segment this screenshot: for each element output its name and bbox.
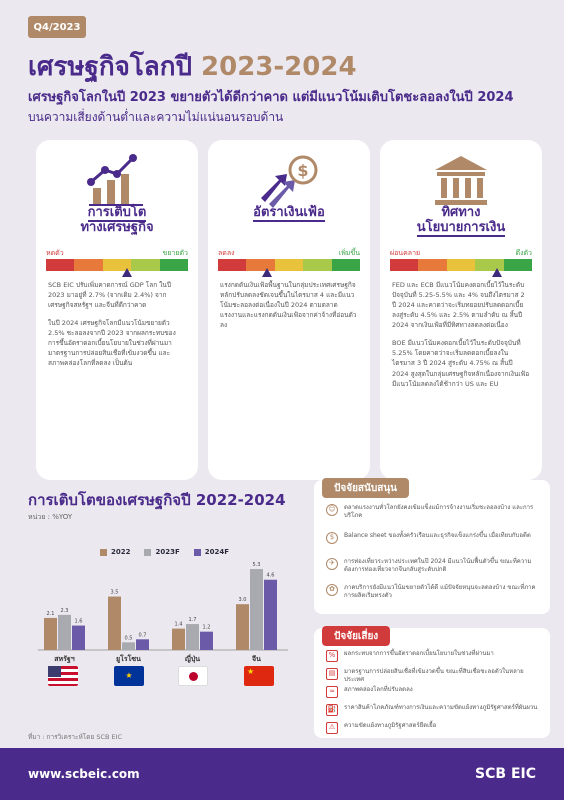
legend-item-2024f: 2024F [194,548,229,556]
bar-2022-1 [108,597,121,650]
chart-legend [100,548,229,556]
support-item: ✿ ภาคบริการยังมีแนวโน้มขยายตัวได้ดี แม้ปัจจัยหนุนจะลดลงบ้าง ขณะที่ภาคการผลิตเริ่มทรงตัว [326,584,540,601]
support-item: $ Balance sheet ของทั้งครัวเรือนและธุรกิจแข็งแกร่งขึ้น เมื่อเทียบกับอดีต [326,532,540,544]
bar-2024F-0 [72,626,85,650]
growth-chart-icon [85,152,149,208]
growth-chart-title: การเติบโตของเศรษฐกิจปี 2022-2024 [28,491,286,509]
page-title [28,46,357,87]
bank-building-icon [429,152,493,208]
risk-factors-panel [314,628,550,738]
us-flag-icon [48,666,78,686]
card-inflation [208,140,370,480]
category-label: จีน [252,655,261,663]
category-label: สหรัฐฯ [54,655,75,663]
card-text-2: ในปี 2024 เศรษฐกิจโลกมีแนวโน้มขยายตัว 2.5% ชะลอลงจากปี 2023 จากผลกระทบของการขึ้นอัตราดอกเบี้ยนโยบายในช่วงที่ผ่านมา มาตรฐานการปล่อยสินเชื่อที่เข้มงวดขึ้น และสภาพคล่องโลกที่ลดลง เป็นต้น [48,319,176,368]
scale-left-label: หดตัว [46,249,64,257]
inflation-arrows-dollar-icon [257,152,321,208]
scale-marker [492,268,502,277]
scale-right-label: ตึงตัว [515,249,532,257]
conflict-icon: ⚠ [326,722,338,734]
card-monetary-policy [380,140,542,480]
bar-2024F-1 [136,639,149,650]
bar-2023F-1 [122,642,135,650]
support-factors-panel [314,480,550,614]
data-label: 5.3 [252,562,261,569]
legend-item-2022: 2022 [100,548,130,556]
card-text: SCB EIC ปรับเพิ่มคาดการณ์ GDP โลก ในปี 2023 มาอยู่ที่ 2.7% (จากเดิม 2.4%) จากเศรษฐกิจสหรัฐฯ และจีนที่ดีกว่าคาด [48,281,171,310]
risk-title: ปัจจัยเสี่ยง [322,626,390,646]
bar-2022-0 [44,618,57,650]
legend-item-2023f: 2023F [144,548,179,556]
quarter-badge: Q4/2023 [28,16,86,38]
card-title-2: ทางเศรษฐกิจ [80,219,154,235]
risk-item: ⛽ ราคาสินค้าโภคภัณฑ์ทางการเงินและความขัดแย้งทางภูมิรัฐศาสตร์ที่ผันผวน [326,704,540,716]
balance-icon: $ [326,532,338,544]
scale-right-label: เพิ่มขึ้น [338,249,360,257]
credit-icon: ▤ [326,668,338,680]
liquidity-icon: ≈ [326,686,338,698]
eu-flag-icon: ★ [114,666,144,686]
bar-2024F-2 [200,632,213,650]
bar-2024F-3 [264,580,277,650]
risk-item: ≈ สภาพคล่องโลกที่ปรับลดลง [326,686,540,698]
support-item: ✈ การท่องเที่ยวระหว่างประเทศในปี 2024 มีแนวโน้มฟื้นตัวขึ้น ขณะที่ความต้องการท่องเที่ยวจากจีนกลับสู่ระดับปกติ [326,558,540,575]
growth-bar-chart [38,560,288,670]
title-year: 2023-2024 [201,52,357,82]
scb-eic-logo: SCB EIC [475,766,536,782]
card-title-2: นโยบายการเงิน [416,219,506,235]
svg-text:$: $ [297,161,309,180]
category-label: ยูโรโซน [116,655,141,663]
risk-item: % ผลกระทบจากการขึ้นอัตราดอกเบี้ยนโยบายในช่วงที่ผ่านมา [326,650,540,662]
card-title: การเติบโต [87,205,147,220]
scale-marker [262,268,272,277]
data-label: 1.6 [74,618,83,625]
risk-item: ▤ มาตรฐานการปล่อยสินเชื่อที่เข้มงวดขึ้น ขณะที่สินเชื่อชะลอตัวในหลายประเทศ [326,668,540,685]
data-label: 1.7 [188,617,197,624]
people-icon: ☺ [326,504,338,516]
card-text-2: BOE มีแนวโน้มคงดอกเบี้ยไว้ในระดับปัจจุบันที่ 5.25% โดยคาดว่าจะเริ่มลดดอกเบี้ยลงในไตรมาส 3 ปี 2024 สู่ระดับ 4.75% ณ สิ้นปี 2024 สูงสุดในกลุ่มเศรษฐกิจหลักเนื่องจากเงินเฟ้อมีแนวโน้มลดลงได้ช้ากว่า US และ EU [392,339,530,388]
plane-icon: ✈ [326,558,338,570]
japan-flag-icon [178,666,208,686]
card-text: FED และ ECB มีแนวโน้มคงดอกเบี้ยไว้ในระดับปัจจุบันที่ 5.25-5.5% และ 4% จนถึงไตรมาส 2 ปี 2024 และคาดว่าจะเริ่มทยอยปรับลดดอกเบี้ยลงสู่ระดับ 4.5% และ 2.5% ตามลำดับ ณ สิ้นปี 2024 จากเงินเฟ้อที่มีทิศทางลดลงต่อเนื่อง [392,281,525,330]
card-title: อัตราเงินเฟ้อ [253,205,325,220]
card-title: ทิศทาง [441,205,481,220]
website-link[interactable]: www.scbeic.com [28,767,140,781]
bar-2023F-3 [250,569,263,650]
subtitle-line-2: บนความเสี่ยงด้านต่ำและความไม่แน่นอนรอบด้าน [28,110,284,124]
rate-icon: % [326,650,338,662]
bar-2022-2 [172,629,185,650]
scale-left-label: ลดลง [218,249,235,257]
data-label: 2.3 [60,607,69,614]
china-flag-icon: ★ [244,666,274,686]
unit-label: หน่วย : %YOY [28,513,73,521]
data-label: 0.5 [124,635,133,642]
data-label: 3.5 [110,589,119,596]
scale-left-label: ผ่อนคลาย [390,249,421,257]
bar-2023F-0 [58,615,71,650]
bar-2022-3 [236,604,249,650]
commodity-icon: ⛽ [326,704,338,716]
title-main: เศรษฐกิจโลกปี [28,52,192,82]
scale-right-label: ขยายตัว [162,249,188,257]
data-label: 1.4 [174,621,183,628]
data-label: 3.0 [238,597,247,604]
bar-2023F-2 [186,624,199,650]
data-label: 0.7 [138,632,147,639]
category-label: ญี่ปุ่น [184,655,201,663]
support-item: ☺ ตลาดแรงงานทั่วโลกยังคงเข้มแข็งแม้การจ้างงานเริ่มชะลอลงบ้าง และการบริโภค [326,504,540,521]
footer [0,748,564,800]
source-note: ที่มา : การวิเคราะห์โดย SCB EIC [28,733,123,741]
service-icon: ✿ [326,584,338,596]
data-label: 1.2 [202,624,211,631]
risk-item: ⚠ ความขัดแย้งทางภูมิรัฐศาสตร์ยืดเยื้อ [326,722,540,734]
data-label: 4.6 [266,572,275,579]
card-text: แรงกดดันเงินเฟ้อพื้นฐานในกลุ่มประเทศเศรษฐกิจหลักปรับลดลงชัดเจนขึ้นในไตรมาส 4 และมีแนวโน้มชะลอลงต่อเนื่องในปี 2024 ตามตลาดแรงงานและแรงกดดันเงินเฟ้อจากค่าจ้างที่อ่อนตัวลง [220,281,357,330]
card-economic-growth [36,140,198,480]
support-title: ปัจจัยสนับสนุน [322,478,409,498]
data-label: 2.1 [46,610,55,617]
scale-marker [122,268,132,277]
subtitle: เศรษฐกิจโลกในปี 2023 ขยายตัวได้ดีกว่าคาด แต่มีแนวโน้มเติบโตชะลอลงในปี 2024 [28,90,514,105]
